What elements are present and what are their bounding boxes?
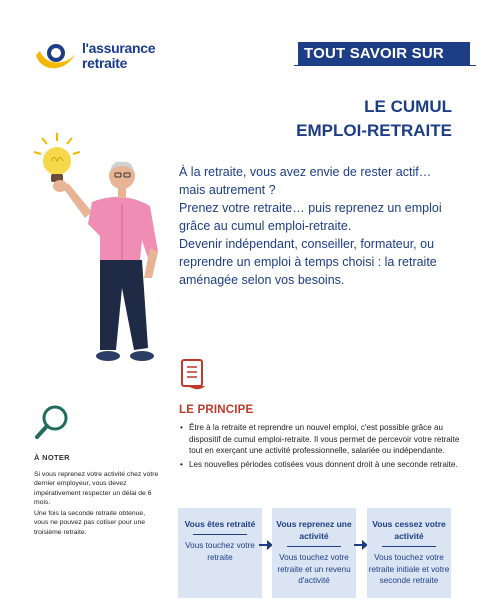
- step-divider: [193, 534, 247, 535]
- logo-mark-icon: [34, 41, 78, 73]
- list-item: • Être à la retraite et reprendre un nouvel emploi, c'est possible grâce au dispositif de cumul emploi-retraite. Il vous permet de percevoir votre retraite tout en exerçant une activité professionnelle, salariée ou indépendante.: [189, 422, 475, 457]
- page-title: [296, 95, 452, 143]
- banner-underline: [294, 65, 476, 66]
- lightbulb-icon: [34, 133, 80, 182]
- intro-line: Devenir indépendant, conseiller, formateur, ou reprendre un emploi à temps choisi : la retraite aménagée selon vos besoins.: [179, 237, 437, 287]
- title-line-2: EMPLOI-RETRAITE: [296, 121, 452, 140]
- step-box-1: [178, 508, 262, 598]
- list-item: • Les nouvelles périodes cotisées vous donnent droit à une seconde retraite.: [189, 459, 475, 471]
- retiree-illustration: [30, 128, 180, 378]
- document-icon: [179, 358, 207, 390]
- note-paragraph: Une fois la seconde retraite obtenue, vous ne pouvez pas cotiser pour une troisième retraite.: [34, 510, 146, 536]
- logo-line-1: l'assurance: [82, 40, 156, 56]
- logo-line-2: retraite: [82, 55, 128, 71]
- step-divider: [382, 546, 436, 547]
- intro-text: [179, 163, 459, 289]
- principe-title: LE PRINCIPE: [179, 404, 254, 416]
- note-title: À NOTER: [34, 453, 70, 462]
- note-text: [34, 470, 160, 539]
- principe-list: [179, 422, 475, 472]
- arrow-right-icon: [259, 540, 273, 550]
- intro-line: Prenez votre retraite… puis reprenez un emploi grâce au cumul emploi-retraite.: [179, 201, 442, 233]
- title-line-1: LE CUMUL: [364, 97, 452, 116]
- step-body: Vous touchez votre retraite: [185, 541, 255, 562]
- logo-text: [82, 41, 155, 71]
- step-box-2: [272, 508, 356, 598]
- topic-banner: TOUT SAVOIR SUR: [298, 42, 470, 66]
- step-divider: [287, 546, 341, 547]
- intro-line: À la retraite, vous avez envie de rester actif…: [179, 165, 432, 179]
- magnifier-icon: [34, 404, 70, 442]
- step-title: Vous reprenez une activité: [276, 519, 352, 541]
- brand-logo: [34, 37, 174, 75]
- arrow-right-icon: [354, 540, 368, 550]
- step-box-3: [367, 508, 451, 598]
- note-paragraph: Si vous reprenez votre activité chez votre dernier employeur, vous devez impérativement respecter un délai de 6 mois.: [34, 471, 159, 506]
- intro-line: mais autrement ?: [179, 183, 276, 197]
- step-body: Vous touchez votre retraite et un revenu d'activité: [277, 553, 351, 585]
- step-body: Vous touchez votre retraite initiale et votre seconde retraite: [368, 553, 450, 585]
- step-title: Vous êtes retraité: [184, 519, 256, 529]
- step-title: Vous cessez votre activité: [372, 519, 446, 541]
